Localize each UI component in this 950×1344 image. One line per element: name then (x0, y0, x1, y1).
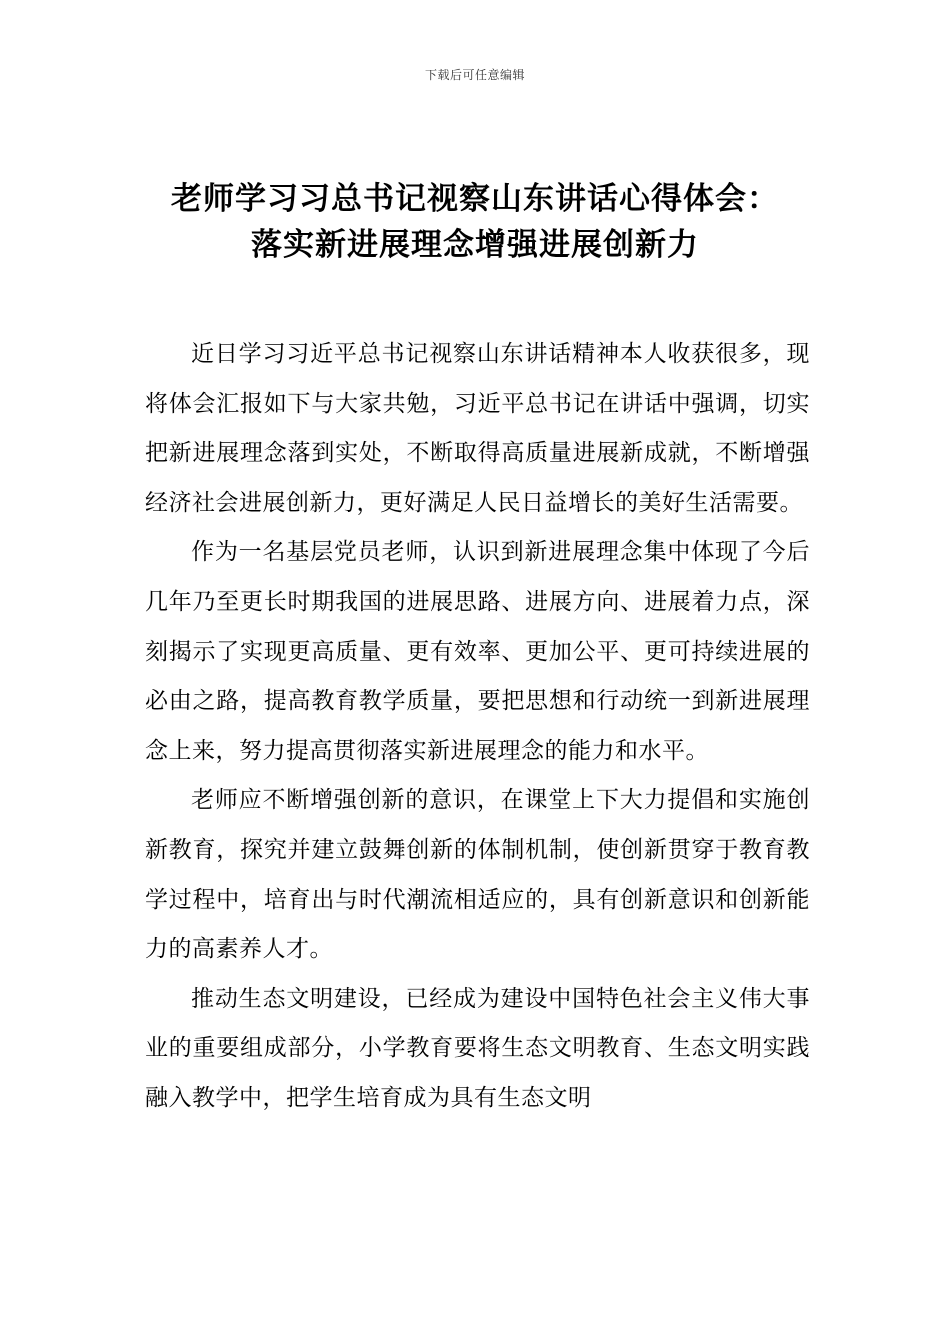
paragraph-4: 推动生态文明建设，已经成为建设中国特色社会主义伟大事业的重要组成部分，小学教育要将生态文明教育、生态文明实践融入教学中，把学生培育成为具有生态文明 (145, 985, 810, 1111)
document-title (120, 176, 830, 268)
paragraph-1: 近日学习习近平总书记视察山东讲话精神本人收获很多，现将体会汇报如下与大家共勉，习近平总书记在讲话中强调，切实把新进展理念落到实处，不断取得高质量进展新成就，不断增强经济社会进展创新力，更好满足人民日益增长的美好生活需要。 (145, 341, 810, 516)
header-note: 下载后可任意编辑 (424, 68, 525, 82)
title-line-1: 老师学习习总书记视察山东讲话心得体会： (171, 181, 779, 217)
document-body (145, 330, 810, 1124)
paragraph-3: 老师应不断增强创新的意识，在课堂上下大力提倡和实施创新教育，探究并建立鼓舞创新的体制机制，使创新贯穿于教育教学过程中，培育出与时代潮流相适应的，具有创新意识和创新能力的高素养人才。 (145, 787, 810, 963)
title-line-2: 落实新进展理念增强进展创新力 (251, 227, 699, 263)
paragraph-2: 作为一名基层党员老师，认识到新进展理念集中体现了今后几年乃至更长时期我国的进展思路、进展方向、进展着力点，深刻揭示了实现更高质量、更有效率、更加公平、更可持续进展的必由之路，提高教育教学质量，要把思想和行动统一到新进展理念上来，努力提高贯彻落实新进展理念的能力和水平。 (145, 539, 810, 764)
